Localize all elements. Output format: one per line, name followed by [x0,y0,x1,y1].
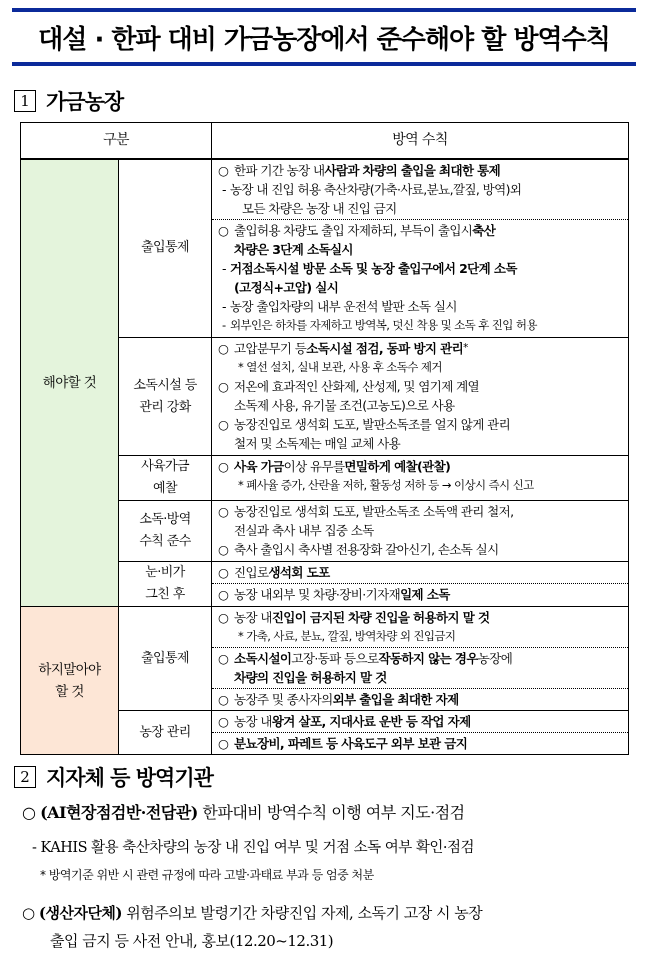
section-2-title: 지자체 등 방역기관 [46,766,213,790]
rules-poultry-monitoring: ○ 사육 가금 이상 유무를 면밀하게 예찰(관찰) * 폐사율 증가, 산란율 저하, 활동성 저하 등 → 이상시 즉시 신고 [212,456,629,501]
rules-disinfection-rules: ○ 농장진입로 생석회 도포, 발판소독조 소독액 관리 철저, 전실과 축사 내부 집중 소독 ○ 축사 출입시 축사별 전용장화 갈아신기, 손소독 실시 [212,501,629,562]
sub-disinfection-rules: 소독·방역 수칙 준수 [119,501,212,562]
section-2-item-1-note: * 방역기준 위반 시 관련 규정에 따라 고발·과태료 부과 등 엄중 처분 [40,868,374,882]
title-banner [12,8,636,66]
header-category: 구분 [21,123,212,159]
rules-after-snow-rain: ○ 진입로 생석회 도포 ○ 농장 내외부 및 차량·장비·기자재 일제 소독 [212,562,629,607]
section-2-item-1-detail: - KAHIS 활용 축산차량의 농장 내 진입 여부 및 거점 소독 여부 확인·점검 [32,840,475,856]
table-header-row [21,123,629,159]
rules-access-control-2: ○ 농장 내 진입이 금지된 차량 진입을 허용하지 말 것 * 가축, 사료, 분뇨, 깔짚, 방역차량 외 진입금지 ○ 소독시설이 고장·동파 등으로 작동하지 않는 경우 농장에 차량의 진입을 허용하지 말 것 ○ 농장주 및 종사자의 외부 출입을 최대한 자제 [212,607,629,711]
section-2-number: 2 [14,766,36,788]
table-row [21,607,629,711]
section-2-item-2: ○ (생산자단체) 위험주의보 발령기간 차량진입 자제, 소독기 고장 시 농장 [22,904,483,922]
page-title: 대설 · 한파 대비 가금농장에서 준수해야 할 방역수칙 [38,24,610,55]
table-row [21,159,629,338]
quarantine-rules-table [20,122,629,755]
group-do: 해야할 것 [21,159,119,607]
section-2-item-2-cont: 출입 금지 등 사전 안내, 홍보(12.20~12.31) [50,932,334,950]
section-2-heading [14,762,213,792]
section-2-item-1: ○ (AI현장점검반·전담관) 한파대비 방역수칙 이행 여부 지도·점검 [22,803,465,822]
section-1-title: 가금농장 [46,90,124,114]
rules-access-control: ○ 한파 기간 농장 내 사람과 차량의 출입을 최대한 통제 - 농장 내 진입 허용 축산차량(가축·사료,분뇨,깔짚, 방역)외 모든 차량은 농장 내 진입 금지 ○ 출입허용 차량도 출입 자제하되, 부득이 출입시 축산 차량은 3단계 소독실시 - 거점소독시설 방문 소독 및 농장 출입구에서 2단계 소독 (고정식+고압) 실시 - 농장 출입차량의 내부 운전석 발판 소독 실시 - 외부인은 하차를 자제하고 방역복, 덧신 착용 및 소독 후 진입 허용 [212,159,629,338]
sub-farm-management: 농장 관리 [119,711,212,755]
sub-access-control-2: 출입통제 [119,607,212,711]
sub-access-control: 출입통제 [119,159,212,338]
group-dont: 하지말아야 할 것 [21,607,119,755]
section-1-heading [14,86,123,116]
sub-disinfection-facility: 소독시설 등 관리 강화 [119,338,212,456]
sub-poultry-monitoring: 사육가금 예찰 [119,456,212,501]
rules-farm-management: ○ 농장 내 왕겨 살포, 지대사료 운반 등 작업 자제 ○ 분뇨장비, 파레트 등 사육도구 외부 보관 금지 [212,711,629,755]
rules-disinfection-facility: ○ 고압분무기 등 소독시설 점검, 동파 방지 관리 * * 열선 설치, 실내 보관, 사용 후 소독수 제거 ○ 저온에 효과적인 산화제, 산성제, 및 염기제 계열 소독제 사용, 유기물 조건(고농도)으로 사용 ○ 농장진입로 생석회 도포, 발판소독조를 얼지 않게 관리 철저 및 소독제는 매일 교체 사용 [212,338,629,456]
header-rules: 방역 수칙 [212,123,629,159]
section-1-number: 1 [14,90,36,112]
sub-after-snow-rain: 눈·비가 그친 후 [119,562,212,607]
